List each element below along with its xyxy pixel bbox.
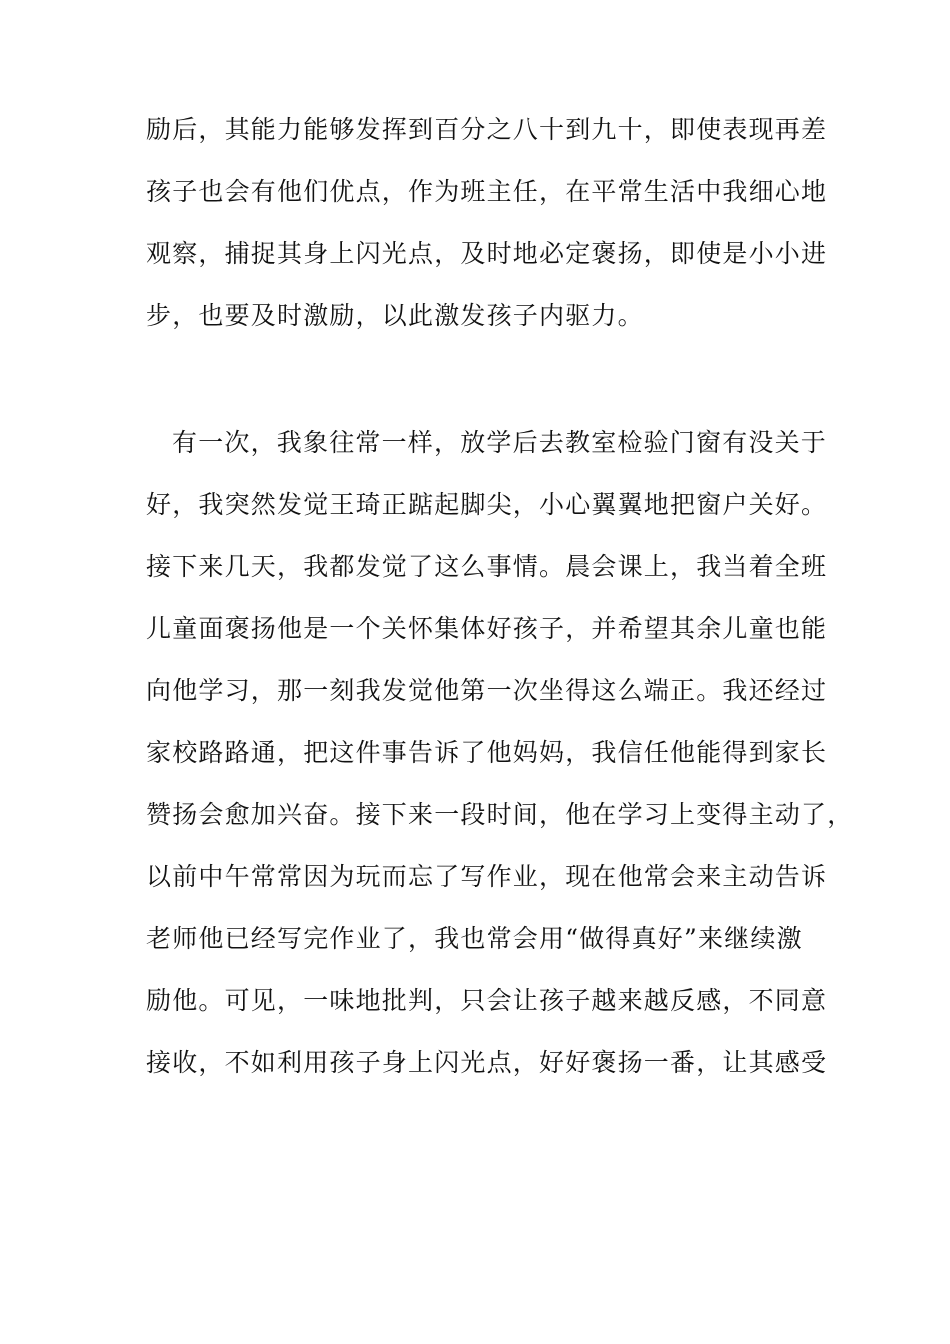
paragraph-line: 好，我突然发觉王琦正踮起脚尖，小心翼翼地把窗户关好。 xyxy=(146,490,828,519)
paragraph-line: 励他。可见，一味地批判，只会让孩子越来越反感，不同意 xyxy=(146,986,828,1015)
paragraph-line: 向他学习，那一刻我发觉他第一次坐得这么端正。我还经过 xyxy=(146,676,828,705)
paragraph-line: 老师他已经写完作业了，我也常会用“做得真好”来继续激 xyxy=(146,924,803,953)
paragraph-line: 接下来几天，我都发觉了这么事情。晨会课上，我当着全班 xyxy=(146,552,828,581)
paragraph-line: 家校路路通，把这件事告诉了他妈妈，我信任他能得到家长 xyxy=(146,738,828,767)
paragraph-line: 励后，其能力能够发挥到百分之八十到九十，即使表现再差 xyxy=(146,115,828,144)
paragraph-line: 接收，不如利用孩子身上闪光点，好好褒扬一番，让其感受 xyxy=(146,1048,828,1077)
paragraph-line: 以前中午常常因为玩而忘了写作业，现在他常会来主动告诉 xyxy=(146,862,828,891)
paragraph-line: 赞扬会愈加兴奋。接下来一段时间，他在学习上变得主动了， xyxy=(146,800,854,829)
paragraph-line: 步，也要及时激励，以此激发孩子内驱力。 xyxy=(146,301,644,330)
paragraph-line: 观察，捕捉其身上闪光点，及时地必定褒扬，即使是小小进 xyxy=(146,239,828,268)
paragraph-line: 有一次，我象往常一样，放学后去教室检验门窗有没关于 xyxy=(172,428,828,457)
paragraph-line: 儿童面褒扬他是一个关怀集体好孩子，并希望其余儿童也能 xyxy=(146,614,828,643)
paragraph-line: 孩子也会有他们优点，作为班主任，在平常生活中我细心地 xyxy=(146,177,828,206)
